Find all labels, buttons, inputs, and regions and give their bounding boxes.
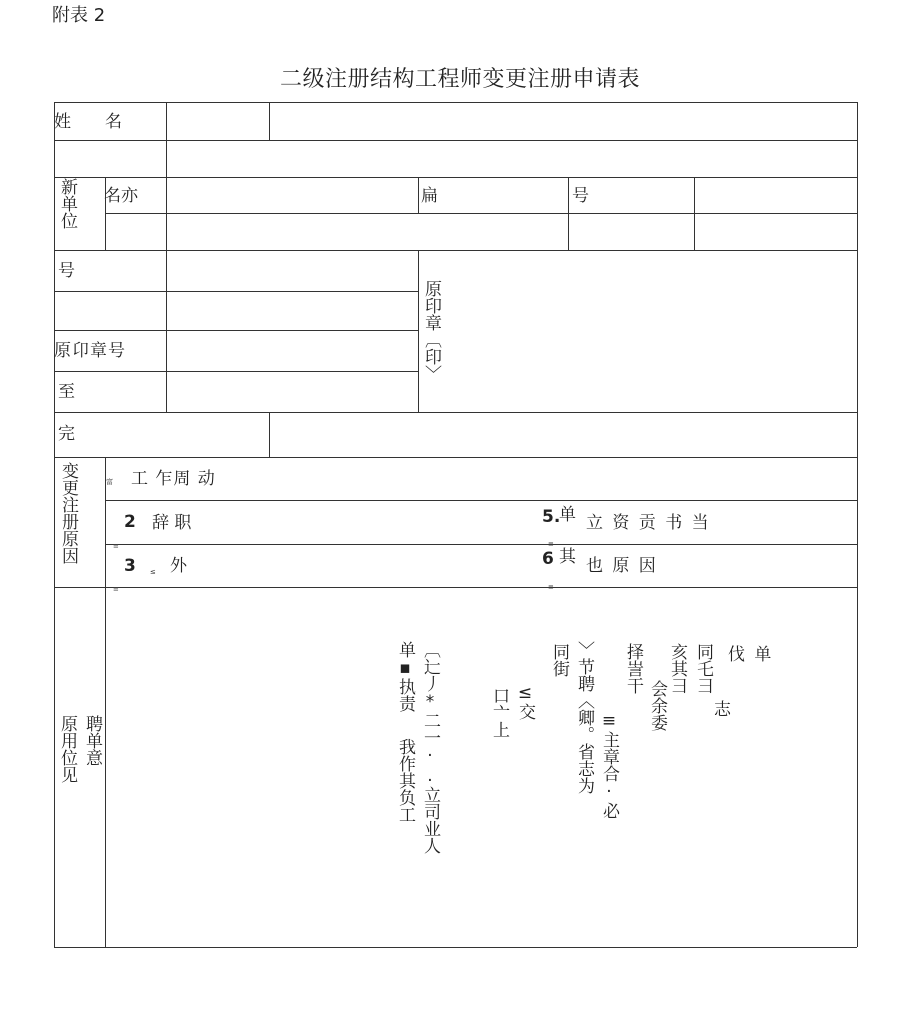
- row-divider: [54, 250, 857, 251]
- opinion-text-column: 同街: [549, 643, 569, 677]
- table-border-bottom: [54, 947, 857, 948]
- reason-6-head: 其: [559, 547, 576, 567]
- name-label: 姓 名: [54, 112, 122, 132]
- new-unit-code-label: 扁: [421, 186, 438, 206]
- opinion-text-column: 口亠上: [489, 687, 509, 738]
- col-divider: [105, 457, 106, 947]
- orig-seal-label: 原印章〔印〉: [421, 280, 441, 382]
- new-unit-label: 新单位: [57, 178, 77, 229]
- opinion-text-column: ≤交: [515, 683, 535, 720]
- opinion-text-column: 会余委: [647, 680, 667, 731]
- change-reason-label: 变更注册原因: [58, 462, 78, 564]
- new-unit-number-label: 号: [572, 186, 589, 206]
- opinion-text-column: 〔辷丿*二一·.立司业人: [420, 641, 440, 854]
- table-border-right: [857, 102, 858, 947]
- row-divider: [54, 371, 418, 372]
- annex-label: 附表 2: [52, 5, 106, 26]
- row-divider: [54, 177, 857, 178]
- number-label: 号: [58, 261, 75, 281]
- opinion-text-column: 单▪执责: [395, 641, 415, 712]
- reason-3-small-mark: ≡: [113, 585, 119, 593]
- opinion-text-column: 择訔干: [623, 643, 643, 694]
- reason-6-mark: ≡: [548, 583, 554, 591]
- reason-5-number: 5.: [542, 507, 561, 527]
- row-divider: [54, 330, 418, 331]
- opinion-text-column: 同乇彐: [693, 643, 713, 694]
- reason-3-text: 外: [170, 556, 187, 576]
- row-divider: [105, 213, 857, 214]
- opinion-text-column: 〉节聘〈卿。省志为: [574, 641, 594, 794]
- reason-5-head: 单: [559, 505, 576, 525]
- opinion-text-column: 亥其彐: [667, 643, 687, 694]
- col-divider: [568, 177, 569, 250]
- reason-5-mark: ≡: [548, 540, 554, 548]
- reason-5-text: 立 资 贡 书 当: [586, 513, 711, 533]
- reason-3-number: 3: [124, 556, 136, 576]
- table-border-left: [54, 102, 55, 947]
- opinion-text-column: 伐 单: [728, 645, 774, 665]
- opinion-text-column: 志: [714, 700, 731, 720]
- col-divider: [269, 102, 270, 140]
- reason-2-number: 2: [124, 512, 136, 532]
- row-divider: [105, 544, 857, 545]
- opinion-text-column: ≡主章合·必: [599, 711, 619, 819]
- reason-3-mark: ≤: [150, 568, 156, 576]
- until-label: 至: [58, 382, 75, 402]
- col-divider: [418, 177, 419, 213]
- complete-label: 完: [58, 424, 75, 444]
- employer-opinion-label-col1: 原用位见: [57, 715, 77, 783]
- reason-6-number: 6: [542, 549, 554, 569]
- page-title: 二级注册结构工程师变更注册申请表: [279, 67, 640, 92]
- col-divider: [166, 102, 167, 412]
- row-divider: [54, 457, 857, 458]
- row-divider: [54, 412, 857, 413]
- reason-1-mark: 富: [106, 478, 113, 486]
- table-border-top: [54, 102, 857, 103]
- row-divider: [105, 500, 857, 501]
- row-divider: [54, 587, 857, 588]
- row-divider: [54, 140, 857, 141]
- employer-opinion-label-col2: 聘单意: [82, 715, 102, 766]
- col-divider: [418, 250, 419, 412]
- new-unit-name-label: 名亦: [104, 186, 138, 206]
- orig-seal-no-label: 原卬章号: [54, 341, 126, 361]
- reason-1-text: 工 乍周 动: [131, 469, 216, 489]
- col-divider: [694, 177, 695, 250]
- reason-6-text: 也 原 因: [586, 556, 658, 576]
- reason-2-text: 辞 职: [152, 513, 192, 533]
- opinion-text-column: 我作其负工: [395, 738, 415, 823]
- col-divider: [269, 412, 270, 457]
- reason-2-mark: ≡: [113, 542, 119, 550]
- row-divider: [54, 291, 418, 292]
